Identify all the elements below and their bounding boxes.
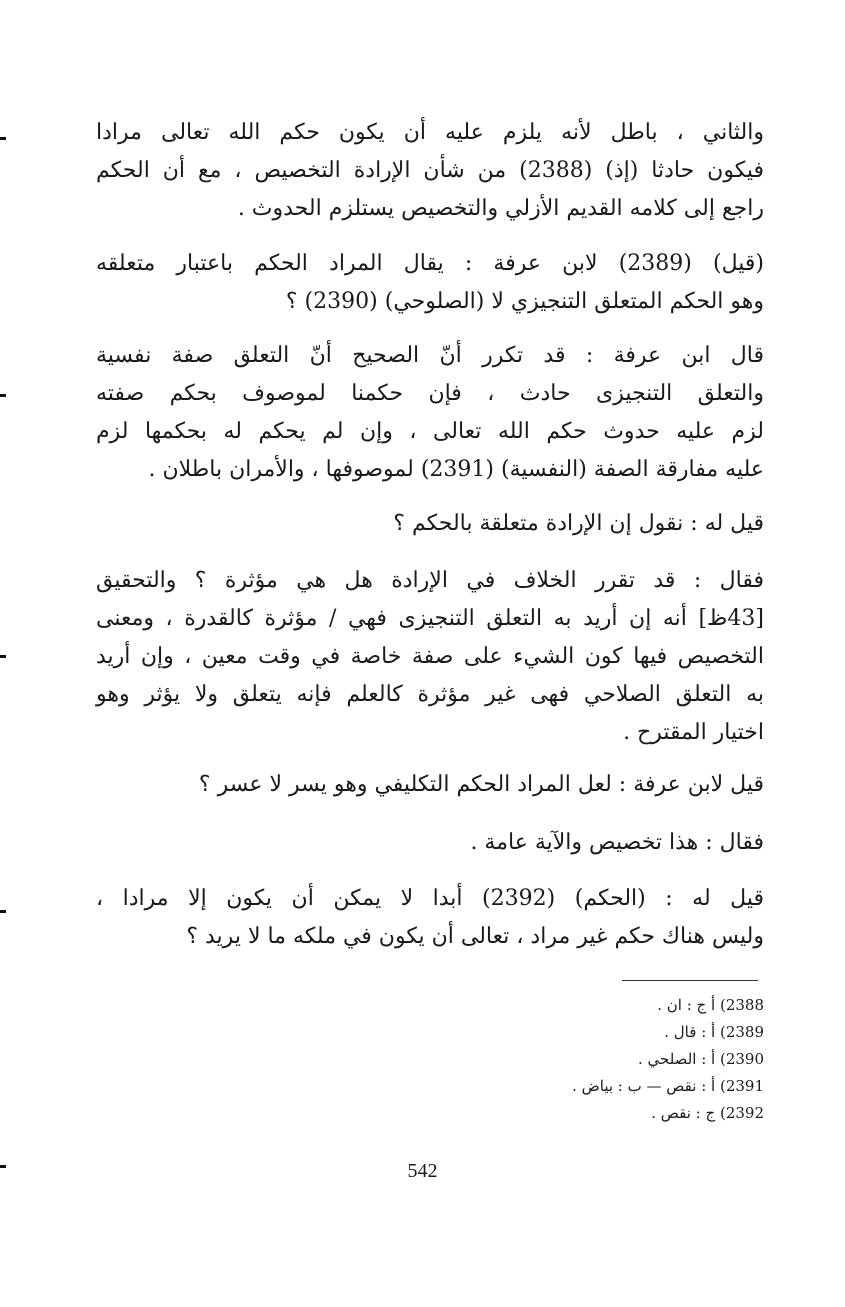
text-line: فقال : هذا تخصيص والآية عامة . [470, 830, 764, 855]
text-line: والتعلق التنجيزى حادث ، فإن حكمنا لموصوف بحكم صفته [96, 381, 764, 406]
text-line: فيكون حادثا (إذ) (2388) من شأن الإرادة التخصيص ، مع أن الحكم [96, 158, 764, 183]
text-line: لزم عليه حدوث حكم الله تعالى ، وإن لم يحكم له بحكمها لزم [96, 419, 764, 444]
paragraph [96, 562, 764, 752]
paragraph [96, 880, 764, 956]
text-line: قيل له : نقول إن الإرادة متعلقة بالحكم ؟ [393, 511, 764, 536]
footnote: 2389) أ : قال . [664, 1023, 764, 1041]
footnote: 2388) أ ج : ان . [657, 996, 764, 1014]
paragraph [96, 337, 764, 489]
text-line: وهو الحكم المتعلق التنجيزي لا (الصلوحي) (2390) ؟ [285, 289, 764, 314]
text-line: اختيار المقترح . [623, 720, 764, 745]
margin-mark [0, 394, 6, 397]
margin-mark [0, 137, 6, 140]
text-line: (قيل) (2389) لابن عرفة : يقال المراد الحكم باعتبار متعلقه [96, 251, 764, 276]
paragraph [96, 824, 764, 862]
text-line: والثاني ، باطل لأنه يلزم عليه أن يكون حكم الله تعالى مرادا [96, 120, 764, 145]
footnote: 2391) أ : نقص — ب : بياض . [572, 1077, 764, 1095]
text-line: وليس هناك حكم غير مراد ، تعالى أن يكون في ملكه ما لا يريد ؟ [186, 924, 764, 949]
paragraph [96, 114, 764, 228]
page-number: 542 [407, 1160, 438, 1182]
text-line: قيل لابن عرفة : لعل المراد الحكم التكليفي وهو يسر لا عسر ؟ [198, 772, 764, 797]
footnote: 2392) ج : نقص . [651, 1104, 764, 1122]
text-line: قال ابن عرفة : قد تكرر أنّ الصحيح أنّ التعلق صفة نفسية [96, 343, 764, 368]
footnote-separator [622, 980, 758, 981]
paragraph [96, 766, 764, 804]
text-line: عليه مفارقة الصفة (النفسية) (2391) لموصوفها ، والأمران باطلان . [148, 457, 764, 482]
text-line: قيل له : (الحكم) (2392) أبدا لا يمكن أن يكون إلا مرادا ، [96, 886, 764, 911]
text-line: التخصيص فيها كون الشيء على صفة خاصة في وقت معين ، وإن أريد [96, 644, 764, 669]
footnotes [380, 992, 764, 1127]
text-line: به التعلق الصلاحي فهى غير مؤثرة كالعلم فإنه يتعلق ولا يؤثر وهو [96, 682, 764, 707]
footnote: 2390) أ : الصلحي . [638, 1050, 764, 1068]
paragraph [96, 245, 764, 321]
paragraph [96, 505, 764, 543]
text-line: راجع إلى كلامه القديم الأزلي والتخصيص يستلزم الحدوث . [237, 196, 764, 221]
text-line: فقال : قد تقرر الخلاف في الإرادة هل هي مؤثرة ؟ والتحقيق [96, 568, 764, 593]
margin-mark [0, 655, 6, 658]
text-line: [43ظ] أنه إن أريد به التعلق التنجيزى فهي / مؤثرة كالقدرة ، ومعنى [96, 606, 764, 631]
margin-mark [0, 910, 6, 913]
